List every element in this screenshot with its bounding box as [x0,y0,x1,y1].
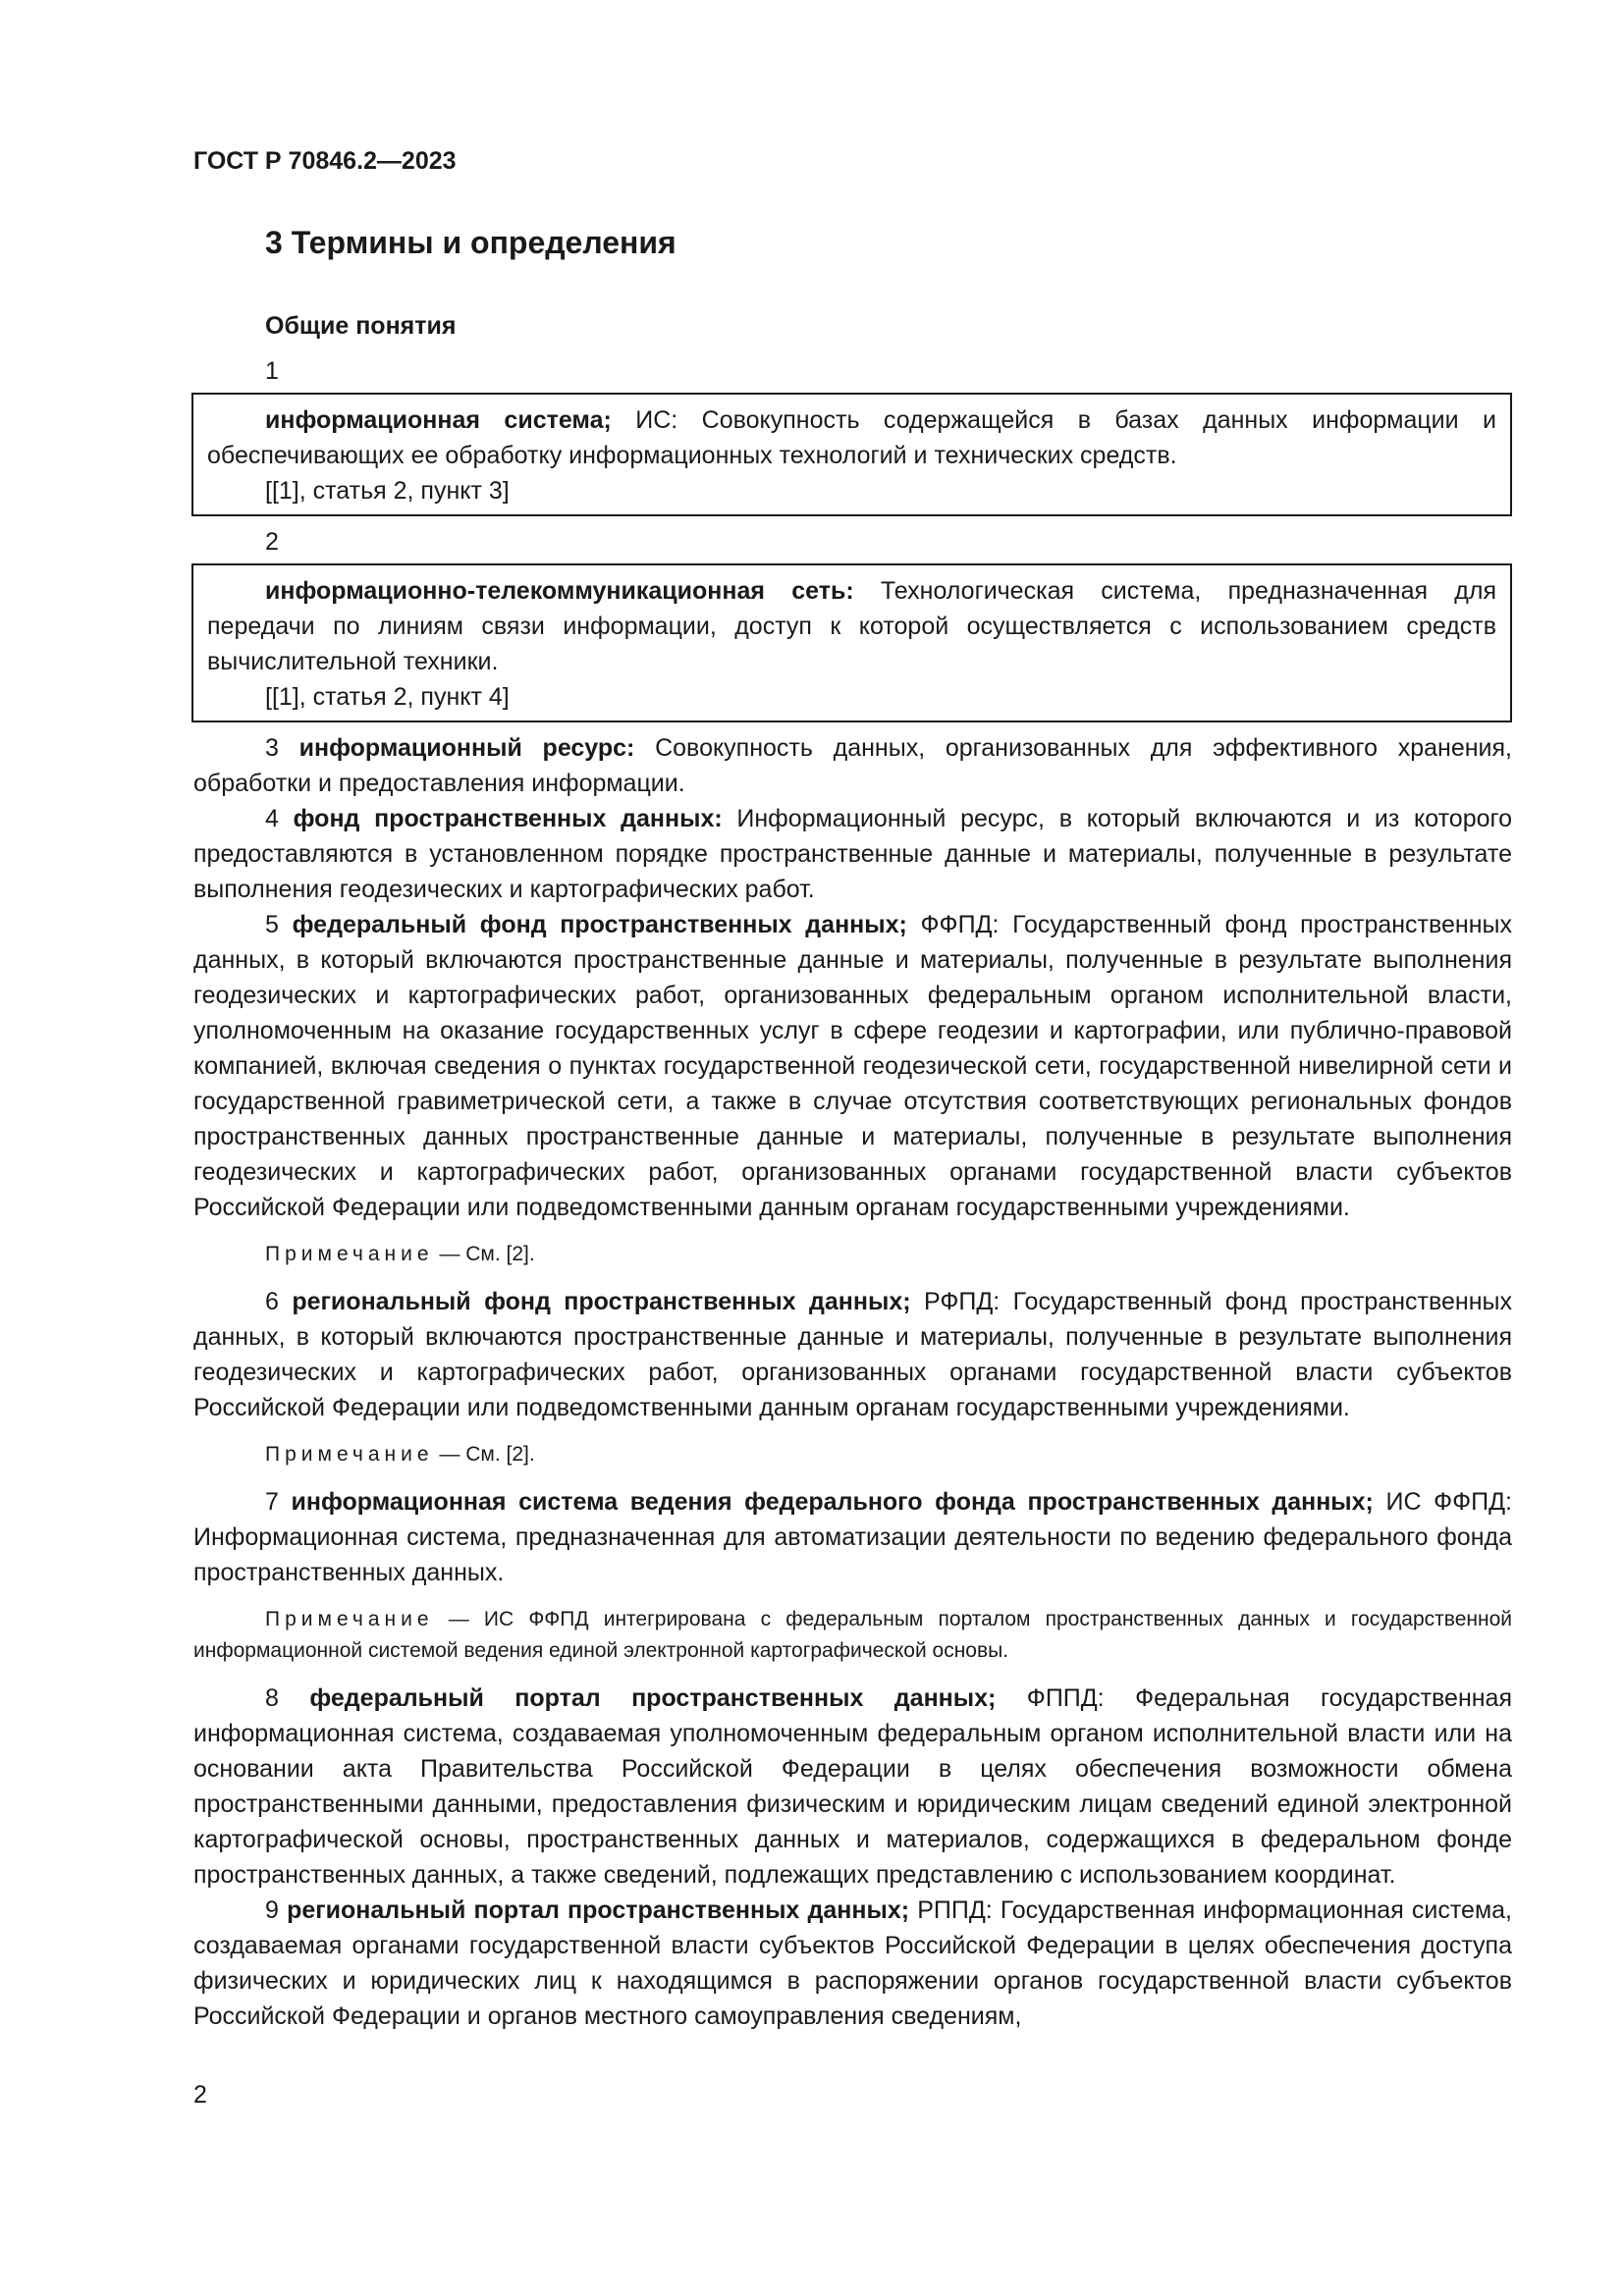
term-number: 5 [265,911,293,938]
term-source: [[1], статья 2, пункт 4] [265,683,510,711]
term-definition [193,730,1512,801]
term-name: региональный портал пространственных данных; [287,1896,910,1924]
term-number: 9 [265,1896,288,1924]
term-box [191,563,1512,722]
term-text: РППД: Государственная информационная система, создаваемая органами государственной власти субъектов Российской Федерации в целях обеспечения доступа физических и юридических лиц к находящимся в распоряжении органов государственной власти субъектов Российской Федерации и органов местного самоуправления сведениям, [193,1896,1512,2030]
note-label: Примечание [265,1243,434,1265]
term-text: ФФПД: Государственный фонд пространственных данных, в который включаются пространственные данные и материалы, полученные в результате выполнения геодезических и картографических работ, организованных федеральным органом исполнительной власти, уполномоченным на оказание государственных услуг в сфере геодезии и картографии, или публично-правовой компанией, включая сведения о пунктах государственной геодезической сети, государственной нивелирной сети и государственной гравиметрической сети, а также в случае отсутствия соответствующих региональных фондов пространственных данных пространственные данные и материалы, полученные в результате выполнения геодезических и картографических работ, организованных органами государственной власти субъектов Российской Федерации или подведомственными данным органам государственными учреждениями. [193,911,1512,1221]
term-text: ИС ФФПД: Информационная система, предназначенная для автоматизации деятельности по ведению федерального фонда пространственных данных. [193,1488,1512,1586]
note-label: Примечание [265,1608,434,1630]
term-number: 2 [265,528,279,556]
term-name: фонд пространственных данных: [293,805,723,832]
term-definition [207,402,1496,473]
document-code: ГОСТ Р 70846.2—2023 [193,147,457,175]
term-definition [193,1893,1512,2034]
term-number: 6 [265,1288,293,1315]
term-name: информационный ресурс: [298,734,635,762]
term-text: Технологическая система, предназначенная для передачи по линиям связи информации, доступ к которой осуществляется с использованием средств вычислительной техники. [207,577,1496,675]
term-number: 1 [265,357,279,385]
term-definition [207,573,1496,679]
note-text: — ИС ФФПД интегрирована с федеральным порталом пространственных данных и государственной информационной системой ведения единой электронной картографической основы. [193,1608,1512,1662]
term-text: ИС: Совокупность содержащейся в базах данных информации и обеспечивающих ее обработку информационных технологий и технических средств. [207,406,1497,469]
term-name: информационная система; [265,406,612,434]
term-source: [[1], статья 2, пункт 3] [265,477,510,505]
note-text: — См. [2]. [433,1243,535,1265]
terms-list [193,353,1512,2034]
term-note [193,1439,1512,1470]
section-title: 3 Термины и определения [265,225,677,260]
term-name: федеральный фонд пространственных данных; [292,911,907,938]
term-definition [193,801,1512,907]
term-note [193,1604,1512,1667]
term-number: 4 [265,805,294,832]
term-text: РФПД: Государственный фонд пространственных данных, в который включаются пространственные данные и материалы, полученные в результате выполнения геодезических и картографических работ, организованных органами государственной власти субъектов Российской Федерации или подведомственными данным органам государственными учреждениями. [193,1288,1512,1421]
term-name: информационно-телекоммуникационная сеть: [265,577,854,605]
term-note [193,1239,1512,1270]
note-text: — См. [2]. [433,1443,535,1466]
subsection-title: Общие понятия [265,312,457,340]
term-name: региональный фонд пространственных данных; [292,1288,911,1315]
term-definition [193,1681,1512,1893]
term-text: Информационный ресурс, в который включаются и из которого предоставляются в установленном порядке пространственные данные и материалы, полученные в результате выполнения геодезических и картографических работ. [193,805,1512,903]
term-text: ФППД: Федеральная государственная информационная система, создаваемая уполномоченным федеральным органом исполнительной власти или на основании акта Правительства Российской Федерации в целях обеспечения возможности обмена пространственными данными, предоставления физическим и юридическим лицам сведений единой электронной картографической основы, пространственных данных и материалов, содержащихся в федеральном фонде пространственных данных, а также сведений, подлежащих представлению с использованием координат. [193,1684,1512,1889]
term-number: 8 [265,1684,310,1712]
term-definition [193,907,1512,1225]
page-number: 2 [193,2081,207,2109]
term-number: 7 [265,1488,292,1516]
term-definition [193,1484,1512,1590]
note-label: Примечание [265,1443,434,1466]
term-box [191,393,1512,516]
term-text: Совокупность данных, организованных для эффективного хранения, обработки и предоставления информации. [193,734,1512,797]
term-name: информационная система ведения федерального фонда пространственных данных; [291,1488,1374,1516]
term-definition [193,1284,1512,1425]
term-name: федеральный портал пространственных данных; [309,1684,997,1712]
term-number: 3 [265,734,299,762]
